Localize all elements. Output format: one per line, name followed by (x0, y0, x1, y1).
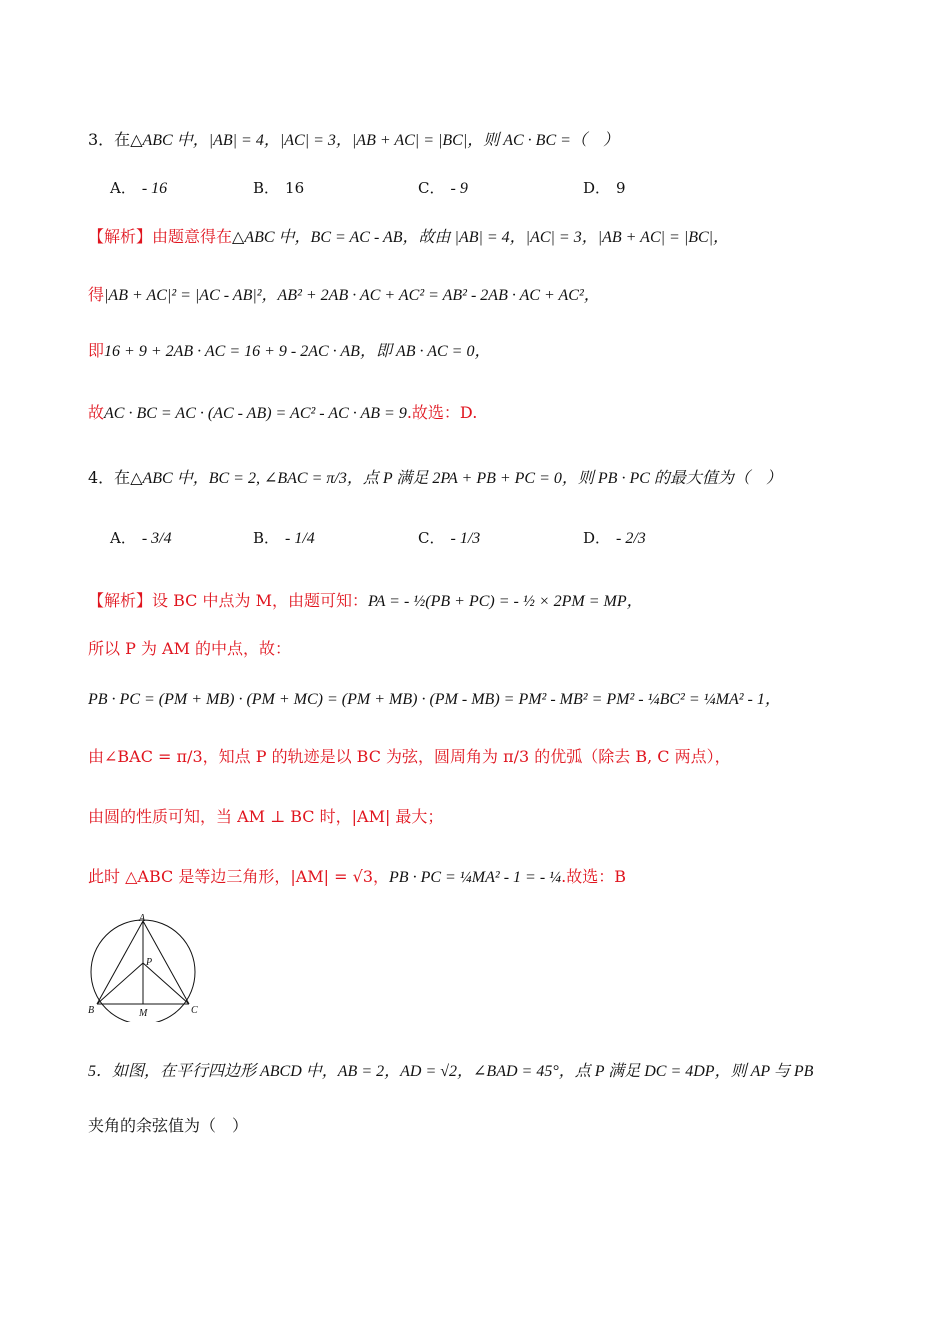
q3-option-d: D． 9 (583, 179, 626, 197)
q4-stem (88, 467, 890, 490)
label-c: C (191, 1005, 198, 1016)
label-a: A (139, 913, 146, 924)
q4-stem-math: △ABC 中，BC = 2, ∠BAC = π/3，点 P 满足 2PA + PB + PC = 0，则 PB · PC 的最大值为（ ） (130, 470, 782, 487)
q3-solution-tag: 【解析】 (88, 227, 153, 246)
q4-option-d: D． - 2/3 (583, 529, 646, 547)
q4-solution-line-1: 【解析】设 BC 中点为 M，由题可知：PA = - ½(PB + PC) = - ½ × 2PM = MP， (88, 591, 643, 610)
q4-solution-line-3: PB · PC = (PM + MB) · (PM + MC) = (PM + MB) · (PM - MB) = PM² - MB² = PM² - ¼BC² = ¼MA² - 1， (88, 691, 781, 708)
q3-solution-line-1: 【解析】由题意得在△ABC 中，BC = AC - AB，故由 |AB| = 4，|AC| = 3，|AB + AC| = |BC|， (88, 227, 730, 246)
q3-option-c: C． - 9 (418, 179, 468, 197)
q4-number: 4．在 (88, 468, 131, 487)
label-p: P (146, 957, 153, 968)
q3-number: 3．在 (88, 130, 131, 149)
q4-solution-line-6: 此时 △ABC 是等边三角形，|AM| = √3，PB · PC = ¼MA² - 1 = - ¼.故选：B (88, 867, 627, 886)
q4-figure (84, 912, 204, 1022)
q4-option-b: B． - 1/4 (253, 529, 315, 547)
q4-option-a: A． - 3/4 (110, 529, 172, 547)
q4-solution-line-4: 由∠BAC = π/3，知点 P 的轨迹是以 BC 为弦，圆周角为 π/3 的优弧（除去 B, C 两点）， (88, 747, 731, 766)
q3-option-a: A． - 16 (110, 179, 168, 197)
q3-solution-line-4: 故AC · BC = AC · (AC - AB) = AC² - AC · AB = 9.故选：D. (88, 403, 478, 422)
q4-solution-line-5: 由圆的性质可知，当 AM ⊥ BC 时，|AM| 最大； (88, 807, 444, 826)
q5-stem-line-2: 夹角的余弦值为（ ） (88, 1116, 249, 1135)
q3-stem-math: △ABC 中，|AB| = 4，|AC| = 3，|AB + AC| = |BC|，则 AC · BC =（ ） (130, 132, 619, 149)
segment-ab (97, 921, 143, 1004)
segment-bp (97, 963, 143, 1004)
q3-solution-line-3: 即16 + 9 + 2AB · AC = 16 + 9 - 2AC · AB，即 AB · AC = 0， (88, 341, 491, 360)
circle-triangle-diagram (84, 912, 204, 1022)
q5-stem-line-1: 5．如图，在平行四边形 ABCD 中，AB = 2，AD = √2，∠BAD = 45°，点 P 满足 DC = 4DP，则 AP 与 PB (88, 1063, 814, 1080)
label-m: M (139, 1008, 148, 1019)
q4-solution-tag: 【解析】 (88, 591, 153, 610)
q4-solution-line-2: 所以 P 为 AM 的中点，故： (88, 639, 292, 658)
q3-solution-line-2: 得|AB + AC|² = |AC - AB|²，AB² + 2AB · AC + AC² = AB² - 2AB · AC + AC²， (88, 285, 600, 304)
segment-cp (143, 963, 189, 1004)
q3-option-b: B． 16 (253, 179, 305, 197)
label-b: B (88, 1005, 95, 1016)
q4-option-c: C． - 1/3 (418, 529, 481, 547)
q3-stem (88, 129, 890, 152)
